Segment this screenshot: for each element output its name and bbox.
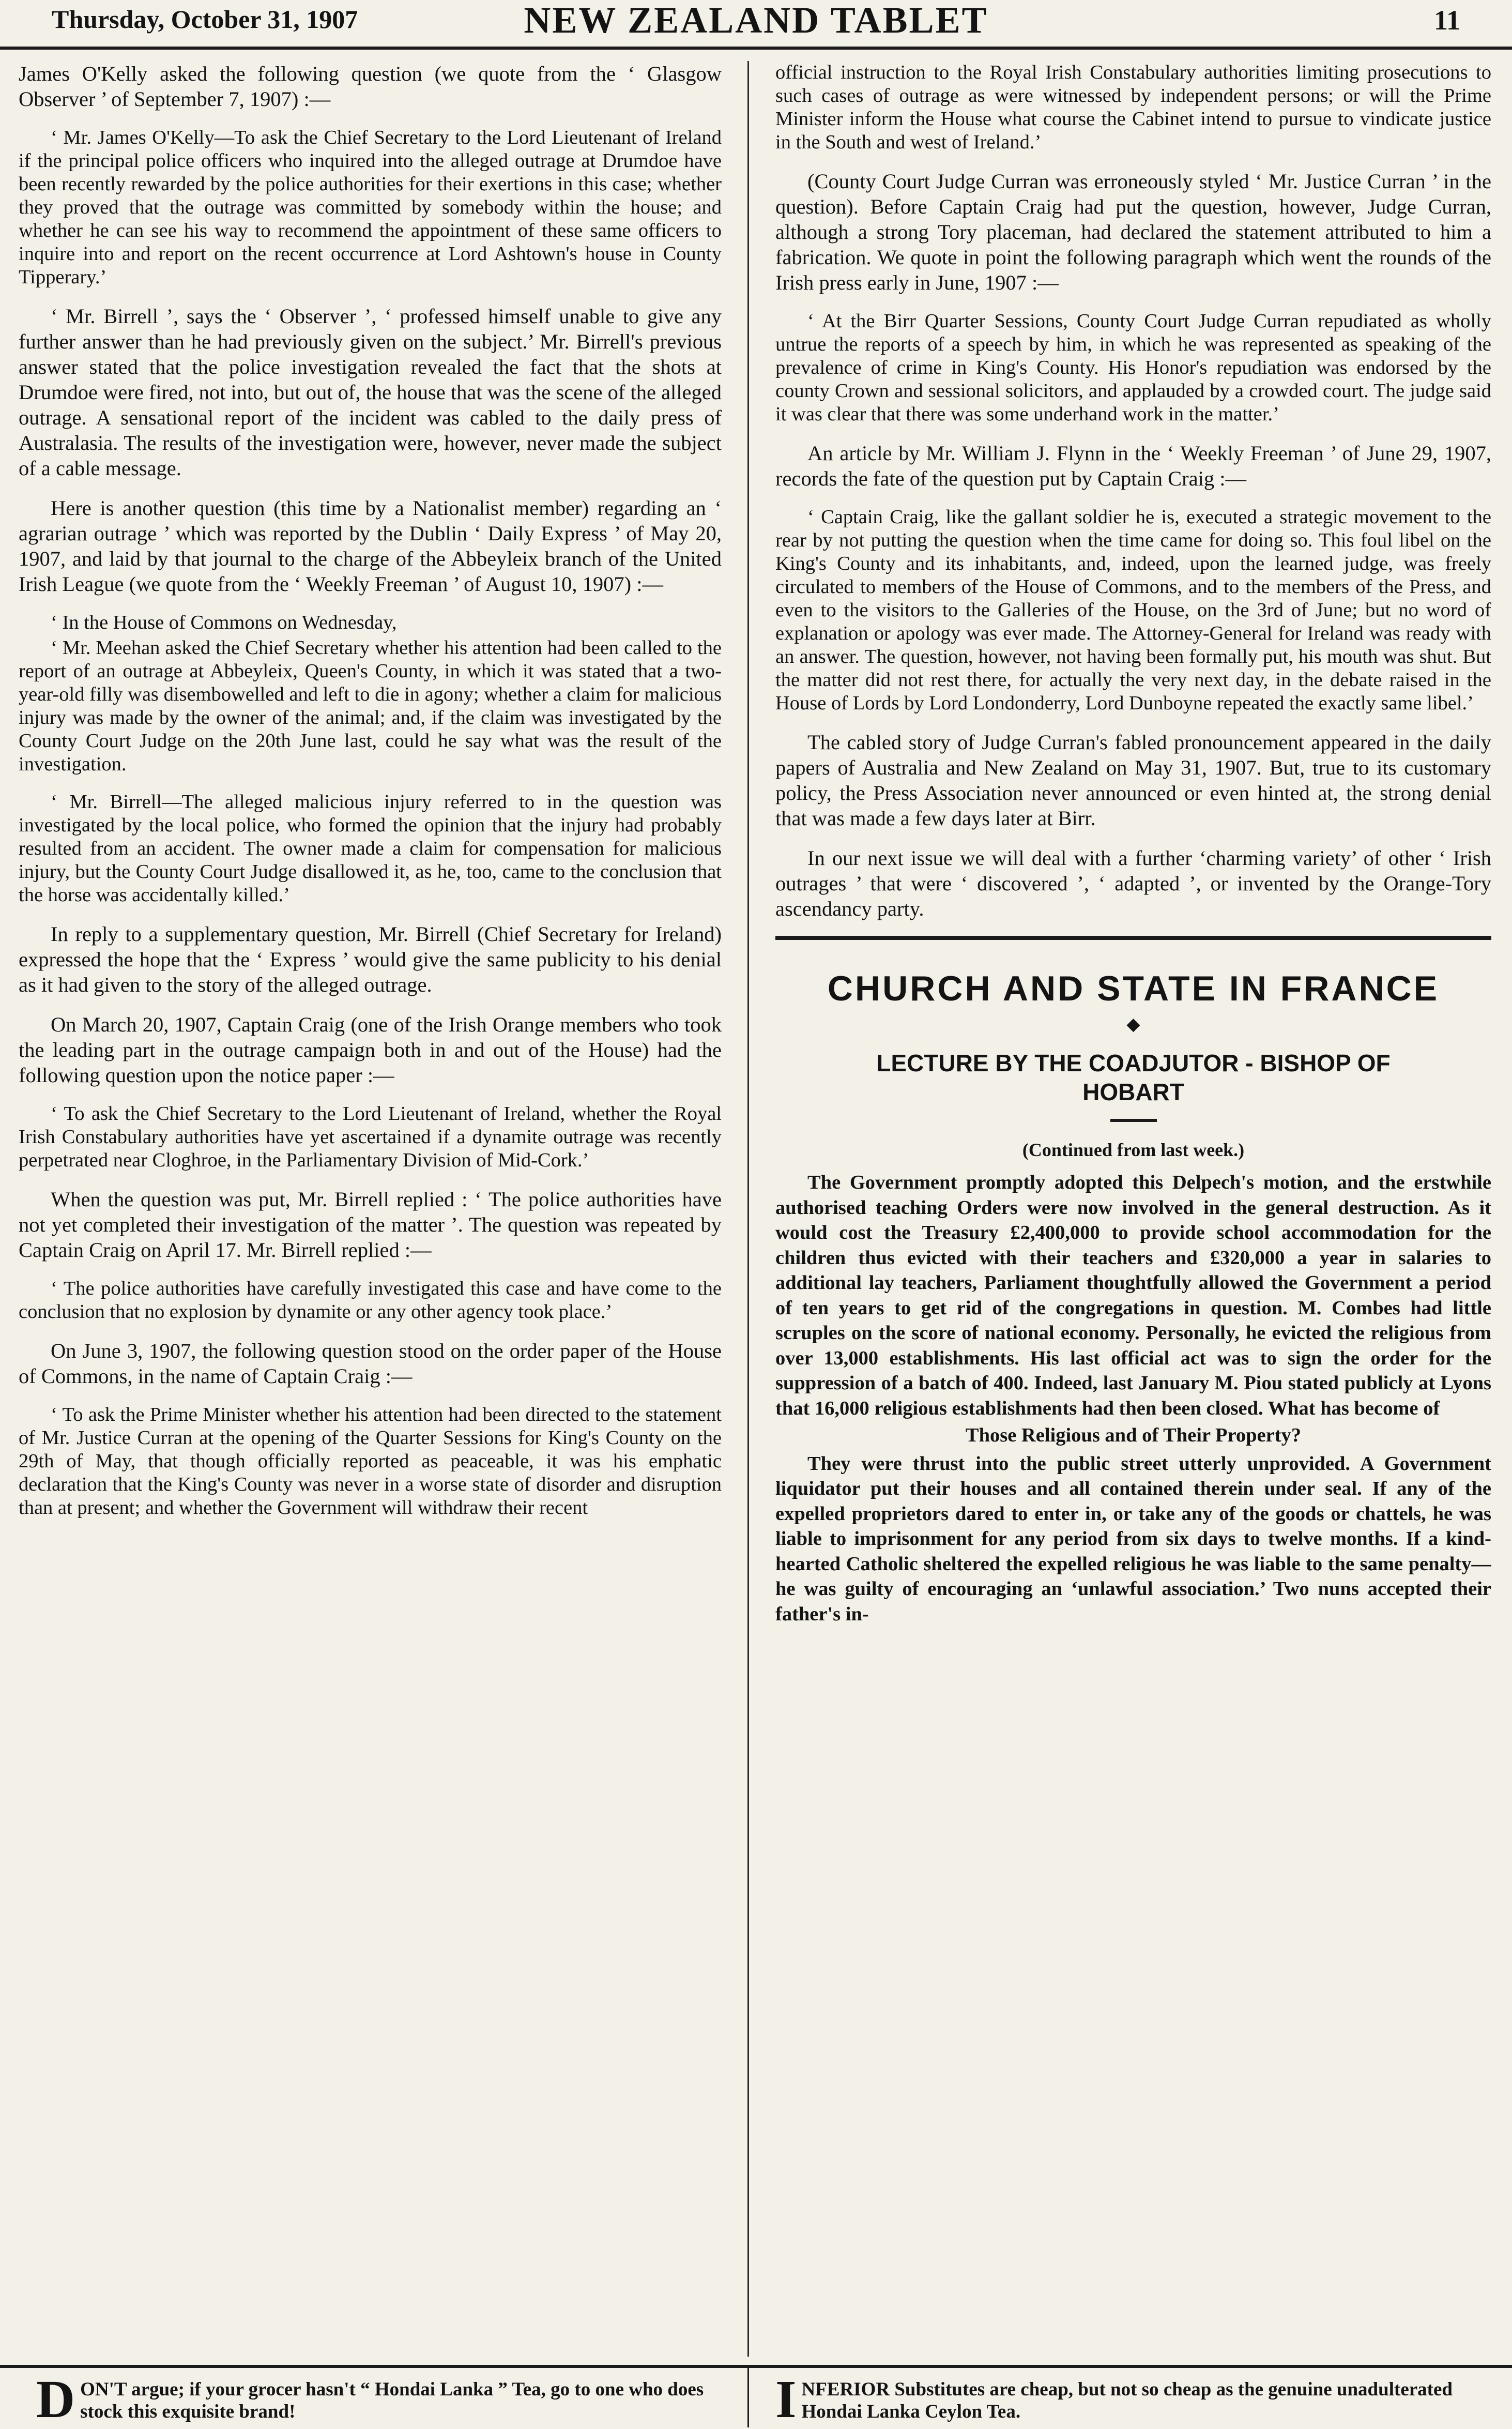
advertisement-footer: [0, 2365, 1512, 2427]
paragraph: Here is another question (this time by a Nationalist member) regarding an ‘ agrarian outrage ’ which was reported by the Dublin ‘ Daily Express ’ of May 20, 1907, and laid by that journal to the charge of the Abbeyleix branch of the United Irish League (we quote from the ‘ Weekly Freeman ’ of August 10, 1907) :—: [19, 496, 722, 596]
ornament-rule: [1110, 1119, 1157, 1122]
paragraph: When the question was put, Mr. Birrell replied : ‘ The police authorities have not yet completed their investigation of the matter ’. The question was repeated by Captain Craig on April 17. Mr. Birrell replied :—: [19, 1188, 722, 1262]
quotation-paragraph: ‘ To ask the Prime Minister whether his attention had been directed to the statement of Mr. Justice Curran at the opening of the Quarter Sessions for King's County on the 29th of May, that though officially reported as peaceable, it was his emphatic declaration that the King's County was never in a worse state of disorder and disruption than at present; and whether the Government will withdraw their recent: [19, 1404, 722, 1519]
diamond-ornament: ◆: [1126, 1015, 1140, 1034]
quotation-paragraph: official instruction to the Royal Irish Constabulary authorities limiting prosecutions to such cases of outrage as were witnessed by independent persons; or will the Prime Minister inform the House what course the Cabinet intend to pursue to vindicate justice in the South and west of Ireland.’: [775, 62, 1491, 153]
drop-cap: I: [775, 2370, 797, 2429]
left-column: [19, 61, 722, 2357]
issue-date: Thursday, October 31, 1907: [52, 5, 358, 34]
quotation-paragraph: ‘ To ask the Chief Secretary to the Lord Lieutenant of Ireland, whether the Royal Irish Constabulary authorities have yet ascertained if a dynamite outrage was recently perpetrated near Cloghroe, in the Parliamentary Division of Mid-Cork.’: [19, 1103, 722, 1171]
page-header: [0, 0, 1512, 50]
paragraph: On June 3, 1907, the following question stood on the order paper of the House of Commons, in the name of Captain Craig :—: [19, 1339, 722, 1388]
paragraph: (County Court Judge Curran was erroneously styled ‘ Mr. Justice Curran ’ in the question). Before Captain Craig had put the question, however, Judge Curran, although a strong Tory placeman, had declared the statement attributed to him a fabrication. We quote in point the following paragraph which went the rounds of the Irish press early in June, 1907 :—: [775, 170, 1491, 294]
paragraph: ‘ Mr. Birrell ’, says the ‘ Observer ’, ‘ professed himself unable to give any further answer than he had previously given on the subject.’ Mr. Birrell's previous answer stated that the police investigation revealed the fact that the shots at Drumdoe were fired, not into, but out of, the house that was the scene of the alleged outrage. A sensational report of the incident was cabled to the daily press of Australasia. The results of the investigation were, however, never made the subject of a cable message.: [19, 305, 722, 480]
quotation-paragraph: ‘ In the House of Commons on Wednesday,: [51, 612, 397, 633]
drop-cap: D: [36, 2370, 75, 2429]
paragraph: On March 20, 1907, Captain Craig (one of the Irish Orange members who took the leading part in the outrage campaign both in and out of the House) had the following question upon the notice paper :—: [19, 1013, 722, 1087]
column-divider: [747, 61, 749, 2357]
footer-divider: [747, 2368, 749, 2427]
section-subheading: Those Religious and of Their Property?: [965, 1424, 1302, 1446]
quotation-paragraph: ‘ Captain Craig, like the gallant soldier he is, executed a strategic movement to the rear by not putting the question when the time came for doing so. This foul libel on the King's County and its inhabitants, and, indeed, upon the learned judge, was freely circulated to members of the House of Commons, and to the members of the Press, and even to the visitors to the Galleries of the House, on the 3rd of June; but no word of explanation or apology was ever made. The Attorney-General for Ireland was ready with an answer. The question, however, not having been formally put, his mouth was shut. But the matter did not rest there, for actually the very next day, in the debate raised in the House of Lords by Lord Londonderry, Lord Dunboyne repeated the exactly same libel.’: [775, 506, 1491, 714]
quotation-paragraph: ‘ The police authorities have carefully investigated this case and have come to the conclusion that no explosion by dynamite or any other agency took place.’: [19, 1278, 722, 1323]
advertisement-left: [36, 2370, 724, 2429]
paragraph: James O'Kelly asked the following question (we quote from the ‘ Glasgow Observer ’ of September 7, 1907) :—: [19, 62, 722, 111]
advertisement-text: ON'T argue; if your grocer hasn't “ Hondai Lanka ” Tea, go to one who does stock this exquisite brand!: [80, 2379, 704, 2422]
page-number: 11: [1433, 5, 1460, 36]
section-rule: [775, 936, 1491, 940]
paragraph: In our next issue we will deal with a further ‘charming variety’ of other ‘ Irish outrages ’ that were ‘ discovered ’, ‘ adapted ’, or invented by the Orange-Tory ascendancy party.: [775, 846, 1491, 920]
paragraph: The cabled story of Judge Curran's fabled pronouncement appeared in the daily papers of Australia and New Zealand on May 31, 1907. But, true to its customary policy, the Press Association never announced or even hinted at, the strong denial that was made a few days later at Birr.: [775, 731, 1491, 830]
masthead-title: NEW ZEALAND TABLET: [524, 0, 988, 41]
quotation-paragraph: ‘ At the Birr Quarter Sessions, County Court Judge Curran repudiated as wholly untrue the reports of a speech by him, in which he was represented as speaking of the prevalence of crime in King's County. His Honor's repudiation was endorsed by the county Crown and sessional solicitors, and applauded by a crowded court. The judge said it was clear that there was some underhand work in the matter.’: [775, 310, 1491, 425]
lecture-body: [775, 1170, 1491, 1627]
continued-note: (Continued from last week.): [1022, 1140, 1245, 1160]
quotation-paragraph: ‘ Mr. Meehan asked the Chief Secretary whether his attention had been called to the report of an outrage at Abbeyleix, Queen's County, in which it was stated that a two-year-old filly was disembowelled and left to die in agony; whether a claim for malicious injury was made by the owner of the animal; and, if the claim was investigated by the County Court Judge on the 20th June last, could he say what was the result of the investigation.: [19, 637, 722, 775]
paragraph: They were thrust into the public street utterly unprovided. A Government liquidator put their houses and all contained therein under seal. If any of the expelled proprietors dared to enter in, or take any of the goods or chattels, he was liable to imprisonment for any period from six days to twelve months. If a kind-hearted Catholic sheltered the expelled religious he was liable to the same penalty—he was guilty of encouraging an ‘unlawful association.’ Two nuns accepted their father's in-: [775, 1452, 1491, 1625]
quotation-paragraph: ‘ Mr. James O'Kelly—To ask the Chief Secretary to the Lord Lieutenant of Ireland if the principal police officers who inquired into the alleged outrage at Drumdoe have been recently rewarded by the police authorities for their exertions in this case; whether they proved that the outrage was committed by somebody within the house; and whether he can see his way to recommend the appointment of these same officers to inquire into and report on the recent occurrence at Lord Ashtown's house in County Tipperary.’: [19, 127, 722, 288]
advertisement-text: NFERIOR Substitutes are cheap, but not so cheap as the genuine unadulterated Hondai Lanka Ceylon Tea.: [801, 2379, 1453, 2422]
paragraph: The Government promptly adopted this Delpech's motion, and the erstwhile authorised teaching Orders were now involved in the general destruction. As it would cost the Treasury £2,400,000 to provide school accommodation for the children thus evicted with their teachers and £320,000 a year in salaries to additional lay teachers, Parliament thoughtfully allowed the Government a period of ten years to get rid of the congregations in question. M. Combes had little scruples on the score of national economy. Personally, he evicted the religious from over 13,000 establishments. His last official act was to sign the order for the suppression of a batch of 400. Indeed, last January M. Piou stated publicly at Lyons that 16,000 religious establishments had then been closed. What has become of: [775, 1172, 1491, 1419]
quotation-paragraph: ‘ Mr. Birrell—The alleged malicious injury referred to in the question was investigated by the local police, who formed the opinion that the injury had probably resulted from an accident. The owner made a claim for compensation for malicious injury, but the County Court Judge disallowed it, as he, too, came to the conclusion that the horse was accidentally killed.’: [19, 791, 722, 906]
article-subheading: LECTURE BY THE COADJUTOR - BISHOP OF HOBART: [876, 1050, 1391, 1105]
paragraph: An article by Mr. William J. Flynn in the ‘ Weekly Freeman ’ of June 29, 1907, records the fate of the question put by Captain Craig :—: [775, 442, 1491, 490]
article-heading: CHURCH AND STATE IN FRANCE: [827, 969, 1440, 1008]
advertisement-right: [775, 2370, 1489, 2429]
right-column: [775, 61, 1491, 2357]
paragraph: In reply to a supplementary question, Mr. Birrell (Chief Secretary for Ireland) expressed the hope that the ‘ Express ’ would give the same publicity to his denial as it had given to the story of the alleged outrage.: [19, 922, 722, 996]
